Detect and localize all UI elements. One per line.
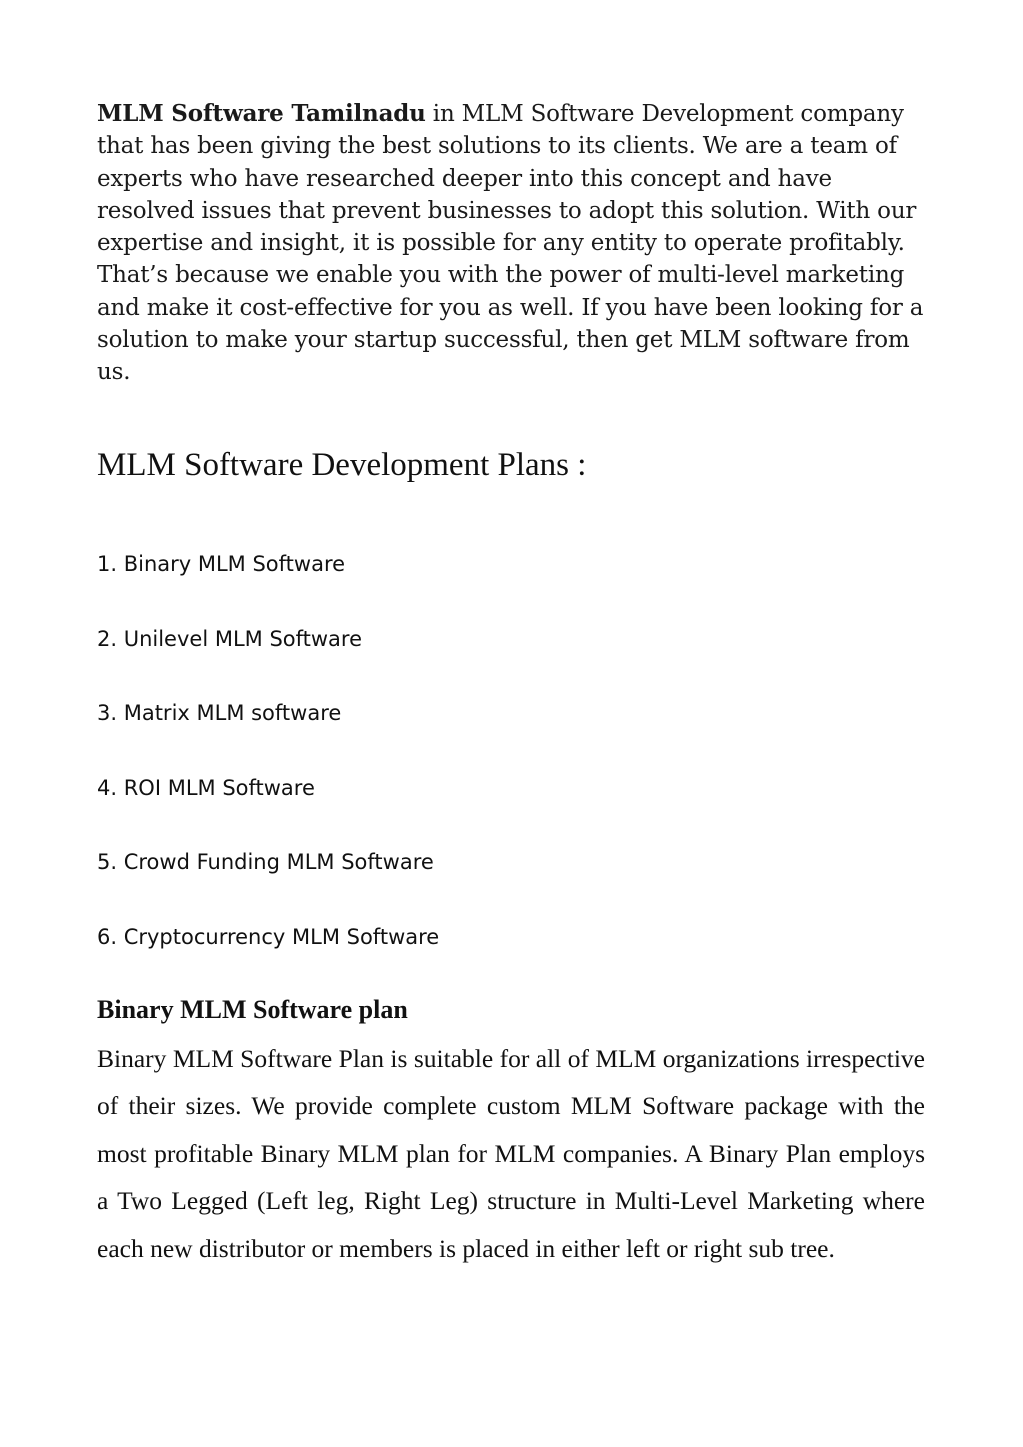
binary-plan-heading: Binary MLM Software plan bbox=[97, 995, 408, 1024]
intro-text: in MLM Software Development company that has been giving the best solutions to its clients. We are a team of experts who have researched deeper into this concept and have resolved issues that prevent businesses to adopt this solution. With our expertise and insight, it is possible for any entity to operate profitably. That’s because we enable you with the power of multi-level marketing and make it cost-effective for you as well. If you have been looking for a solution to make your startup successful, then get MLM software from us. bbox=[97, 101, 924, 386]
plan-item-unilevel: 2. Unilevel MLM Software bbox=[97, 626, 363, 651]
plan-item-crowd-funding: 5. Crowd Funding MLM Software bbox=[97, 850, 434, 874]
intro-paragraph bbox=[97, 98, 927, 389]
plans-list bbox=[97, 547, 439, 994]
plan-item-binary: 1. Binary MLM Software bbox=[97, 552, 346, 576]
plan-item-roi: 4. ROI MLM Software bbox=[97, 775, 315, 800]
plan-item-cryptocurrency: 6. Cryptocurrency MLM Software bbox=[97, 924, 440, 949]
intro-lead-phrase: MLM Software Tamilnadu bbox=[97, 100, 426, 127]
plan-item-matrix: 3. Matrix MLM software bbox=[97, 701, 342, 725]
plans-heading: MLM Software Development Plans : bbox=[97, 447, 587, 483]
binary-plan-paragraph: Binary MLM Software Plan is suitable for all of MLM organizations irrespective of their sizes. We provide complete custom MLM Software package with the most profitable Binary MLM plan for MLM companies. A Binary Plan employs a Two Legged (Left leg, Right Leg) structure in Multi-Level Marketing where each new distributor or members is placed in either left or right sub tree. bbox=[97, 1044, 925, 1263]
